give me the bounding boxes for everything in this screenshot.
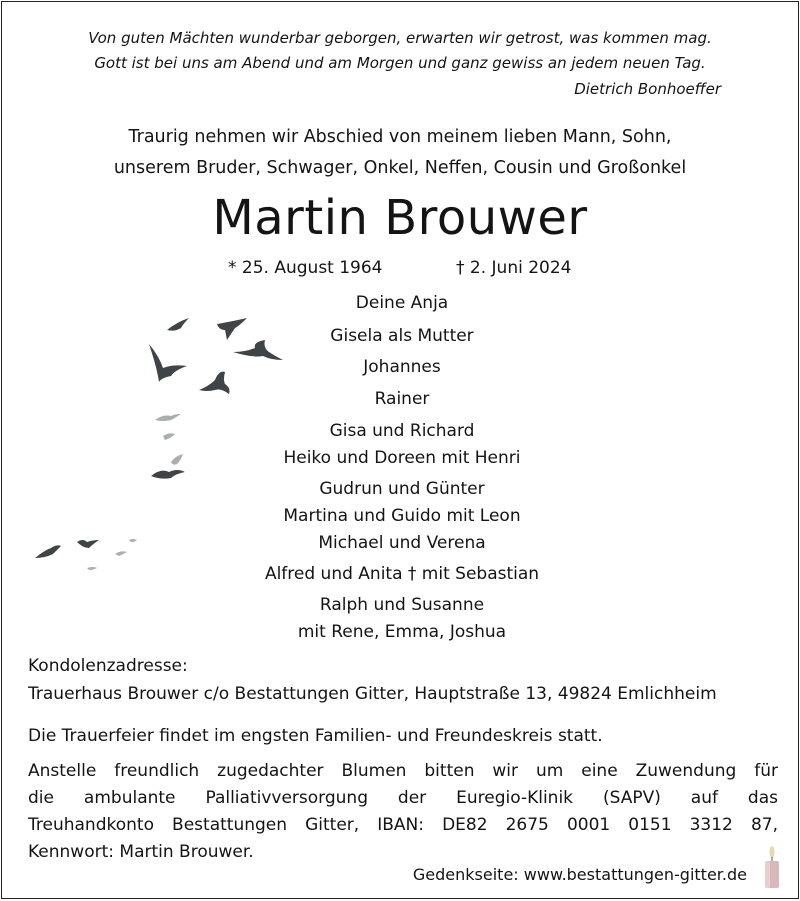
mourner-line: Gudrun und Günter [319, 479, 485, 499]
bird-icon [87, 567, 97, 570]
bird-icon [163, 433, 175, 440]
donation-line-4: Kennwort: Martin Brouwer. [28, 842, 254, 862]
bird-icon [129, 539, 137, 542]
obituary-notice [1, 1, 799, 899]
mourner-line: Michael und Verena [318, 533, 486, 553]
bird-icon [115, 551, 127, 556]
mourner-line: mit Rene, Emma, Joshua [297, 622, 507, 642]
intro-text [2, 122, 798, 184]
mourner-line: Gisela als Mutter [330, 326, 474, 346]
mourner-line: Ralph und Susanne [319, 595, 485, 615]
mourner-line: Alfred und Anita † mit Sebastian [264, 564, 540, 584]
intro-line-1: Traurig nehmen wir Abschied von meinem lieben Mann, Sohn, [128, 127, 672, 147]
quote-author: Dietrich Bonhoeffer [574, 80, 721, 98]
donation-line-3: Treuhandkonto Bestattungen Gitter, IBAN: DE82 2675 0001 0151 3312 87, [28, 815, 778, 835]
bird-icon [171, 454, 183, 465]
bird-icon [149, 344, 187, 382]
deceased-name: Martin Brouwer [212, 190, 588, 246]
candle-icon [762, 844, 782, 890]
mourner-line: Deine Anja [355, 293, 449, 313]
quote [2, 26, 798, 76]
condolence-label: Kondolenzadresse: [28, 656, 188, 676]
quote-line-2: Gott ist bei uns am Abend und am Morgen und ganz gewiss an jedem neuen Tag. [94, 54, 706, 72]
bird-icon [77, 540, 99, 548]
donation-note [28, 758, 778, 866]
death-date: † 2. Juni 2024 [456, 258, 572, 278]
mourner-line: Johannes [363, 357, 441, 377]
mourner-line: Heiko und Doreen mit Henri [283, 448, 521, 468]
donation-line-1: Anstelle freundlich zugedachter Blumen bitten wir um eine Zuwendung für [28, 761, 778, 781]
mourner-line: Rainer [374, 389, 430, 409]
birth-date: * 25. August 1964 [228, 258, 383, 278]
intro-line-2: unserem Bruder, Schwager, Onkel, Neffen, Cousin und Großonkel [113, 158, 687, 178]
mourner-line: Gisa und Richard [329, 421, 475, 441]
bird-icon [155, 414, 181, 421]
quote-line-1: Von guten Mächten wunderbar geborgen, erwarten wir getrost, was kommen mag. [88, 29, 712, 47]
memorial-page-link[interactable]: Gedenkseite: www.bestattungen-gitter.de [412, 865, 747, 884]
ceremony-note: Die Trauerfeier findet im engsten Familien- und Freundeskreis statt. [28, 726, 603, 746]
mourner-line: Martina und Guido mit Leon [283, 506, 521, 526]
condolence-address: Trauerhaus Brouwer c/o Bestattungen Gitter, Hauptstraße 13, 49824 Emlichheim [28, 684, 717, 704]
bird-icon [151, 470, 185, 479]
bird-icon [35, 545, 61, 558]
donation-line-2: die ambulante Palliativversorgung der Euregio-Klinik (SAPV) auf das [28, 788, 778, 808]
bird-icon [167, 318, 189, 331]
